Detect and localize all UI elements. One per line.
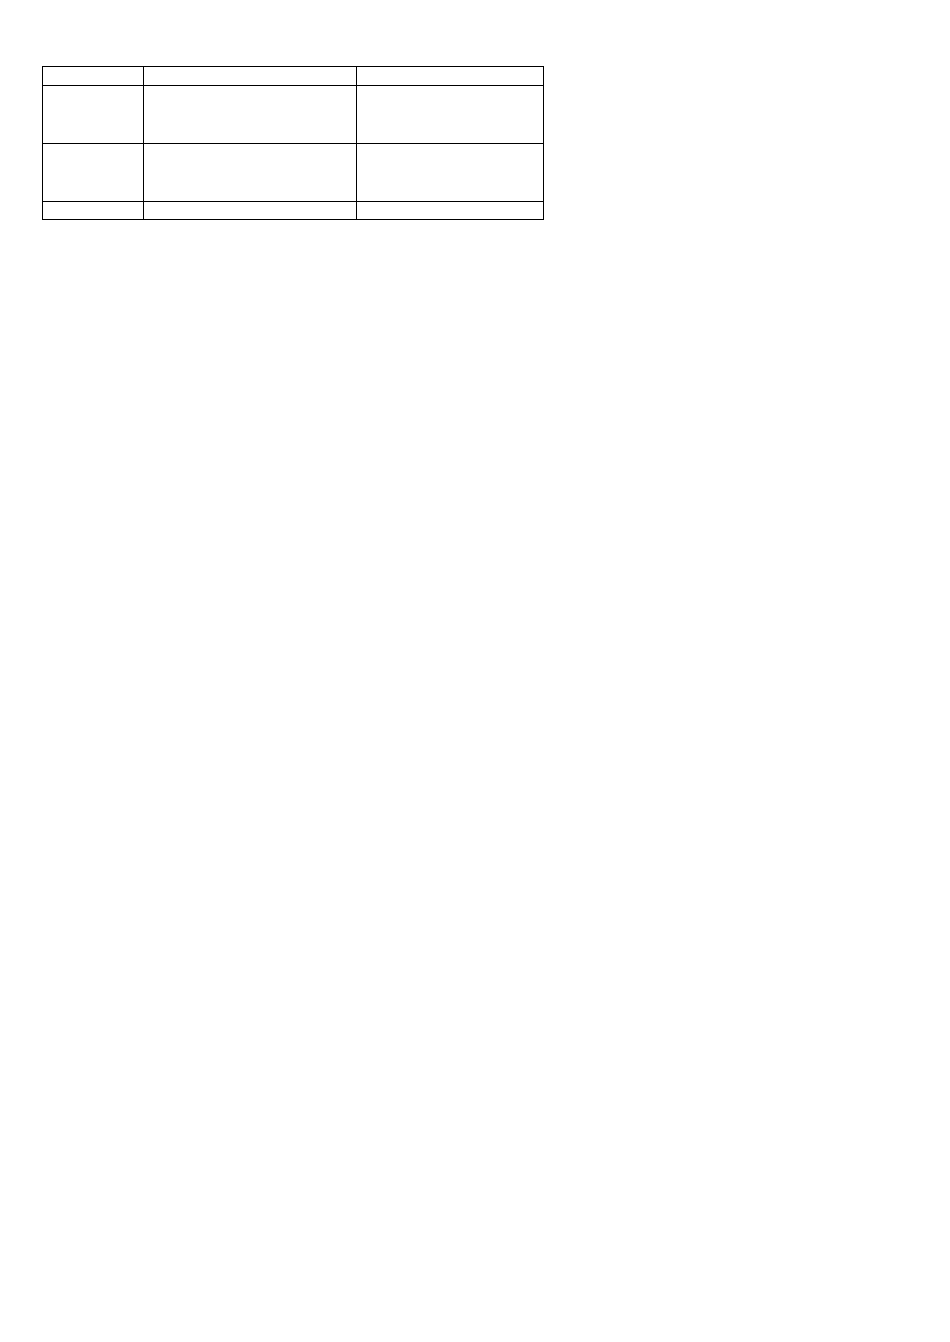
table-cell <box>43 86 144 144</box>
features-table <box>42 66 544 220</box>
document-page <box>52 64 912 243</box>
table-cell <box>357 86 544 144</box>
table-header-cell <box>43 67 144 86</box>
longitude-labels <box>52 222 912 243</box>
table-row <box>43 86 544 144</box>
table-cell <box>357 202 544 220</box>
table-cell <box>357 144 544 202</box>
table-row <box>43 144 544 202</box>
table-cell <box>144 144 357 202</box>
table-cell <box>144 86 357 144</box>
table-header-row <box>43 67 544 86</box>
table-header-cell <box>144 67 357 86</box>
table-cell <box>43 144 144 202</box>
table-cell <box>144 202 357 220</box>
table-row <box>43 202 544 220</box>
table-cell <box>43 202 144 220</box>
table-header-cell <box>357 67 544 86</box>
